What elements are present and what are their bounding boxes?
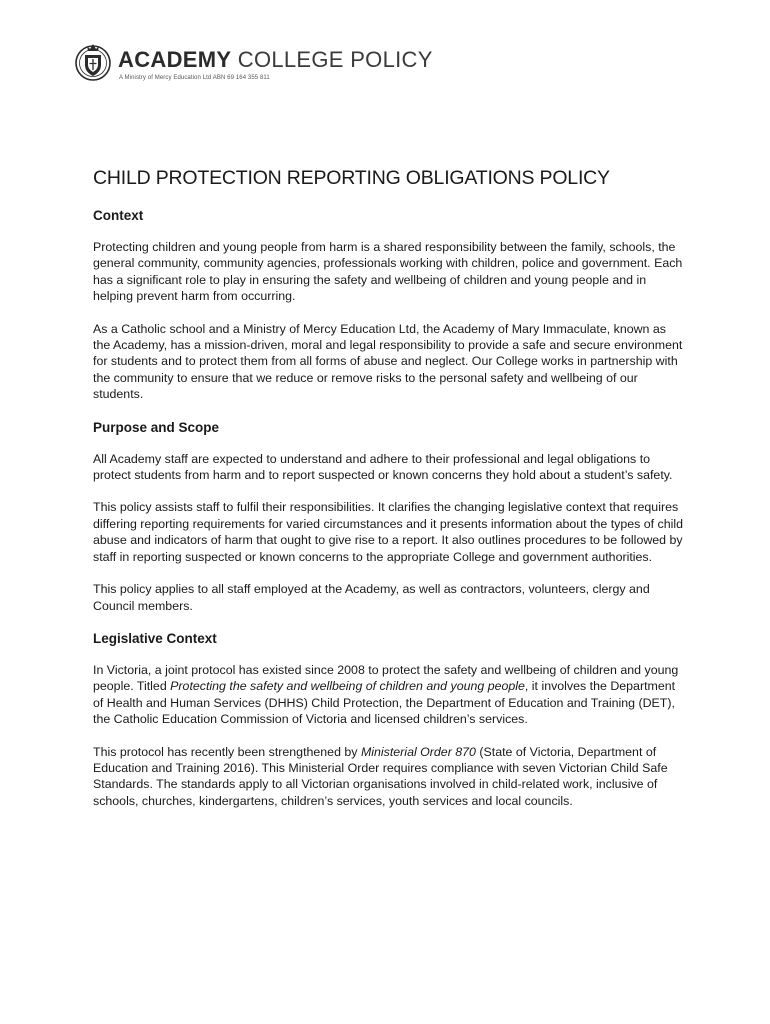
text-run: , it involves the Department of Health and Human Services (DHHS) Child Protection, the Department of Education and Training (DET), the Catholic Education Commission of Victoria and licensed children’s services. [93, 679, 676, 727]
text-run: (State of Victoria, Department of Education and Training 2016). This Ministerial Order requires compliance with seven Victorian Child Safe Standards. The standards apply to all Victorian organisations involved in child-related work, inclusive of schools, churches, kindergartens, children’s services, youth services and local councils. [93, 744, 668, 808]
text-run: This protocol has recently been strengthened by [93, 744, 361, 759]
letterhead [74, 38, 494, 88]
section-heading-purpose-scope: Purpose and Scope [93, 419, 220, 435]
academy-crest-icon [74, 40, 112, 84]
paragraph: This policy applies to all staff employed at the Academy, as well as contractors, volunteers, clergy and Council members. [93, 582, 650, 613]
brand-wordmark [118, 47, 433, 73]
section-heading-context: Context [93, 208, 144, 223]
publication-title: Protecting the safety and wellbeing of children and young people [170, 679, 525, 694]
paragraph: Protecting children and young people from harm is a shared responsibility between the family, schools, the general community, community agencies, professionals working with children, police and government. Each has a significant role to play in ensuring the safety and wellbeing of children and young people and in helping prevent harm from occurring. [93, 240, 683, 304]
brand-name: ACADEMY [118, 47, 232, 72]
brand-tagline: A Ministry of Mercy Education Ltd ABN 69 164 355 811 [119, 75, 270, 81]
paragraph: As a Catholic school and a Ministry of Mercy Education Ltd, the Academy of Mary Immaculate, known as the Academy, has a mission-driven, moral and legal responsibility to provide a safe and secure environment for students and to protect them from all forms of abuse and neglect. Our College works in partnership with the community to ensure that we reduce or remove risks to the personal safety and wellbeing of our students. [93, 321, 683, 402]
text-run: In Victoria, a joint protocol has existed since 2008 to protect the safety and wellbeing of children and young people. Titled [93, 662, 679, 694]
paragraph [93, 744, 683, 810]
section-heading-legislative-context: Legislative Context [93, 630, 217, 646]
paragraph: All Academy staff are expected to understand and adhere to their professional and legal obligations to protect students from harm and to report suspected or known concerns they hold about a student’s safety. [93, 451, 673, 483]
paragraph: This policy assists staff to fulfil their responsibilities. It clarifies the changing legislative context that requires differing reporting requirements for varied circumstances and it presents information about the types of child abuse and indicators of harm that ought to give rise to a report. It also outlines procedures to be followed by staff in reporting suspected or known concerns to the appropriate College and government authorities. [93, 500, 684, 564]
ministerial-order-title: Ministerial Order 870 [360, 744, 476, 759]
document-body [93, 166, 683, 825]
brand-subtitle: COLLEGE POLICY [237, 47, 433, 72]
page-title: CHILD PROTECTION REPORTING OBLIGATIONS POLICY [93, 167, 610, 189]
paragraph [93, 662, 683, 728]
